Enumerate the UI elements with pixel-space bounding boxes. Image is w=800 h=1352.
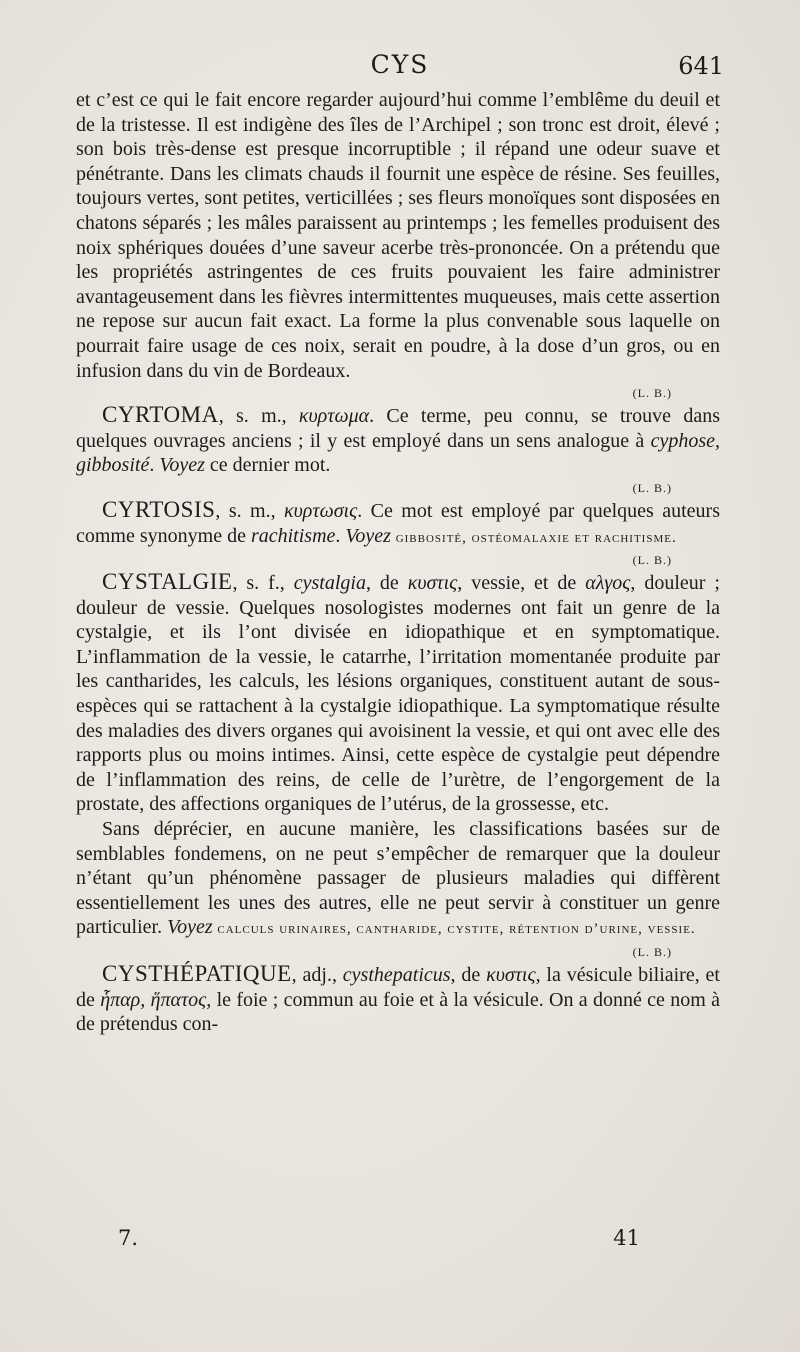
grammar-label: , s. m., [215,499,285,522]
definition-text: . Ce terme, peu connu, se trouve dans quelques ouvrages anciens ; il y est employé dans un sens analogue à [76,405,720,452]
separator: , [715,429,720,452]
voyez-label: Voyez [159,454,205,477]
cross-references: gibbosité, ostéomalaxie et rachitisme. [390,529,677,546]
entry-cyrtosis [76,498,720,550]
definition-text: . [335,524,346,547]
signature-mark: 7. [118,1226,139,1250]
headword: CYRTOSIS [102,496,216,522]
definition-text: . [149,454,160,477]
definition-text: , de [450,964,487,986]
voyez-label: Voyez [167,916,213,939]
greek-etymon: αλγος [585,572,631,595]
page-header [76,50,724,86]
definition-text: , le foie ; commun au foie et à la vésicule. On a donné ce nom à de prétendus con- [76,988,720,1036]
author-signature: (L. B.) [632,386,672,401]
definition-text: . Ce mot est employé par quelques auteurs comme synonyme de [76,499,720,547]
body-text [76,88,720,1037]
entry-cyrtoma [76,403,720,478]
grammar-label: , s. m., [218,405,299,428]
entry-cystalgie-paragraph-2 [76,817,720,942]
headword: CYSTHÉPATIQUE [102,961,292,986]
page-number: 641 [678,52,724,80]
headword: CYSTALGIE [102,569,233,595]
greek-etymon: κυρτωσις [284,499,358,522]
author-signature: (L. B.) [632,945,672,959]
author-signature: (L. B.) [632,480,672,495]
definition-text: , de [365,572,408,595]
grammar-label: , adj., [291,964,343,986]
voyez-label: Voyez [345,524,391,547]
cross-references: calculs urinaires, cantharide, cystite, rétention d’urine, vessie. [212,921,696,938]
definition-text: , douleur ; douleur de vessie. Quelques nosologistes modernes ont fait un genre de la cystalgie, et ils l’ont divisée en idiopathique et en symptomatique. L’inflammation de la vessie, le catarrhe, l’irritation momentanée produite par les cantharides, les calculs, les lésions organiques, constituent autant de sous-espèces qui se rattachent à la cystalgie idiopathique. La symptomatique résulte des maladies des divers organes qui avoisinent la vessie, et qui ont avec elle des rapports plus ou moins intimes. Ainsi, cette espèce de cystalgie peut dépendre de l’inflammation des reins, de celle de l’urètre, de l’engorgement de la prostate, des affections organiques de l’utérus, de la grossesse, etc. [76,572,720,816]
sheet-number: 41 [613,1226,640,1250]
greek-etymon: κυστις [407,572,458,595]
definition-text: , vessie, et de [457,572,586,595]
greek-etymon: ἧπαρ, ἥπατος [100,988,207,1011]
latin-term: cystalgia [293,572,366,595]
related-term: gibbosité [76,454,150,477]
running-head: CYS [370,50,430,79]
greek-etymon: κυρτωμα [298,405,370,428]
page-footer [118,1226,640,1256]
related-term: cyphose [650,429,715,452]
paragraph-cypres-continued: et c’est ce qui le fait encore regarder aujourd’hui comme l’emblême du deuil et de la tristesse. Il est indigène des îles de l’Archipel ; son tronc est droit, élevé ; son bois très-dense est presque incorruptible ; il répand une odeur suave et pénétrante. Dans les climats chauds il fournit une espèce de résine. Ses feuilles, toujours vertes, sont petites, verticillées ; ses fleurs monoïques sont disposées en chatons séparés ; les mâles paraissent au printemps ; les femelles produisent des noix sphériques douées d’une saveur acerbe très-prononcée. On a prétendu que les propriétés astringentes de ces fruits pouvaient les faire administrer avantageusement dans les fièvres intermittentes muqueuses, mais cette assertion ne repose sur aucun fait exact. La forme la plus convenable sous laquelle on pourrait faire usage de ces noix, serait en poudre, à la dose d’un gros, ou en infusion dans du vin de Bordeaux. [76,89,720,382]
headword: CYRTOMA [102,402,219,428]
definition-text: ce dernier mot. [204,454,331,477]
latin-term: cysthepaticus [342,964,451,986]
greek-etymon: κυστις [486,964,536,986]
definition-text: , la vésicule biliaire, et de [76,964,720,1011]
entry-cysthepatique [76,962,720,1037]
author-signature: (L. B.) [632,553,672,568]
grammar-label: , s. f., [232,572,294,595]
definition-text: Sans déprécier, en aucune manière, les classifications basées sur de semblables fondemens, on ne peut s’empêcher de remarquer que la douleur n’étant qu’un phénomène passager de plusieurs maladies qui diffèrent essentiellement les unes des autres, elle ne peut servir à constituer un genre particulier. [76,818,720,939]
entry-cystalgie [76,570,720,817]
related-term: rachitisme [250,524,336,547]
